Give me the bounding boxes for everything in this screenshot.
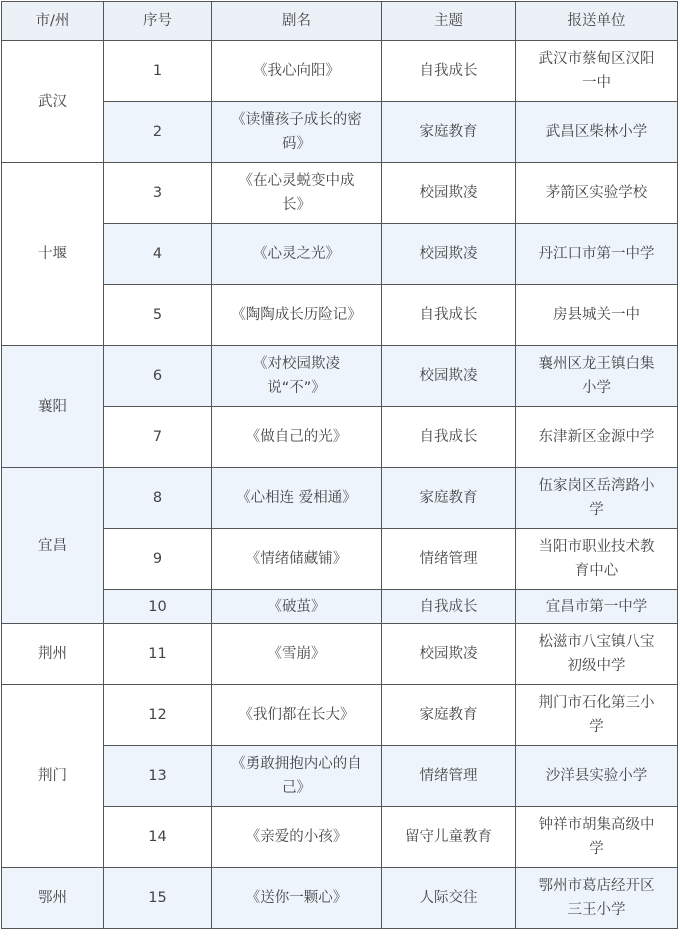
row-theme: 人际交往	[382, 868, 516, 929]
table-row	[2, 868, 678, 929]
row-number: 12	[104, 685, 212, 746]
city-cell: 十堰	[2, 163, 104, 346]
row-unit: 钟祥市胡集高级中学	[516, 807, 678, 868]
row-number: 1	[104, 41, 212, 102]
city-cell: 宜昌	[2, 468, 104, 624]
row-unit: 宜昌市第一中学	[516, 590, 678, 624]
row-theme: 留守儿童教育	[382, 807, 516, 868]
row-theme: 情绪管理	[382, 529, 516, 590]
row-theme: 自我成长	[382, 590, 516, 624]
city-cell: 荆门	[2, 685, 104, 868]
table-row	[2, 163, 678, 224]
table-row	[2, 529, 678, 590]
row-unit: 武汉市蔡甸区汉阳一中	[516, 41, 678, 102]
row-number: 7	[104, 407, 212, 468]
row-unit: 茅箭区实验学校	[516, 163, 678, 224]
row-theme: 校园欺凌	[382, 163, 516, 224]
row-theme: 家庭教育	[382, 468, 516, 529]
row-unit: 东津新区金源中学	[516, 407, 678, 468]
table-row	[2, 468, 678, 529]
row-number: 14	[104, 807, 212, 868]
row-title: 《心相连 爱相通》	[212, 468, 382, 529]
row-number: 13	[104, 746, 212, 807]
city-cell: 鄂州	[2, 868, 104, 929]
row-number: 15	[104, 868, 212, 929]
header-theme: 主题	[382, 2, 516, 41]
table-row	[2, 285, 678, 346]
row-unit: 襄州区龙王镇白集小学	[516, 346, 678, 407]
row-unit: 当阳市职业技术教育中心	[516, 529, 678, 590]
row-number: 3	[104, 163, 212, 224]
row-title: 《雪崩》	[212, 624, 382, 685]
row-number: 11	[104, 624, 212, 685]
table-row	[2, 746, 678, 807]
row-unit: 鄂州市葛店经开区三王小学	[516, 868, 678, 929]
row-theme: 自我成长	[382, 407, 516, 468]
row-title: 《送你一颗心》	[212, 868, 382, 929]
row-unit: 松滋市八宝镇八宝初级中学	[516, 624, 678, 685]
row-theme: 自我成长	[382, 285, 516, 346]
row-number: 8	[104, 468, 212, 529]
row-title: 《破茧》	[212, 590, 382, 624]
row-unit: 丹江口市第一中学	[516, 224, 678, 285]
row-number: 10	[104, 590, 212, 624]
row-unit: 荆门市石化第三小学	[516, 685, 678, 746]
row-theme: 情绪管理	[382, 746, 516, 807]
row-theme: 自我成长	[382, 41, 516, 102]
city-cell: 襄阳	[2, 346, 104, 468]
row-title: 《对校园欺凌说“不”》	[212, 346, 382, 407]
row-title: 《在心灵蜕变中成长》	[212, 163, 382, 224]
row-number: 6	[104, 346, 212, 407]
row-unit: 房县城关一中	[516, 285, 678, 346]
row-number: 5	[104, 285, 212, 346]
row-theme: 校园欺凌	[382, 346, 516, 407]
row-unit: 沙洋县实验小学	[516, 746, 678, 807]
table-row	[2, 807, 678, 868]
row-title: 《情绪储藏铺》	[212, 529, 382, 590]
table-row	[2, 102, 678, 163]
row-theme: 校园欺凌	[382, 224, 516, 285]
row-title: 《我们都在长大》	[212, 685, 382, 746]
drama-list-table	[1, 1, 678, 929]
row-title: 《陶陶成长历险记》	[212, 285, 382, 346]
header-unit: 报送单位	[516, 2, 678, 41]
table-row	[2, 685, 678, 746]
row-unit: 武昌区柴林小学	[516, 102, 678, 163]
row-title: 《心灵之光》	[212, 224, 382, 285]
row-title: 《勇敢拥抱内心的自己》	[212, 746, 382, 807]
table-row	[2, 590, 678, 624]
header-city: 市/州	[2, 2, 104, 41]
row-title: 《读懂孩子成长的密码》	[212, 102, 382, 163]
row-theme: 家庭教育	[382, 685, 516, 746]
city-cell: 武汉	[2, 41, 104, 163]
row-number: 2	[104, 102, 212, 163]
row-title: 《我心向阳》	[212, 41, 382, 102]
row-unit: 伍家岗区岳湾路小学	[516, 468, 678, 529]
header-title: 剧名	[212, 2, 382, 41]
row-title: 《亲爱的小孩》	[212, 807, 382, 868]
table-row	[2, 624, 678, 685]
row-theme: 家庭教育	[382, 102, 516, 163]
city-cell: 荆州	[2, 624, 104, 685]
table-row	[2, 346, 678, 407]
table-header-row	[2, 2, 678, 41]
table-row	[2, 407, 678, 468]
row-title: 《做自己的光》	[212, 407, 382, 468]
row-number: 4	[104, 224, 212, 285]
header-number: 序号	[104, 2, 212, 41]
row-number: 9	[104, 529, 212, 590]
row-theme: 校园欺凌	[382, 624, 516, 685]
table-row	[2, 224, 678, 285]
table-row	[2, 41, 678, 102]
